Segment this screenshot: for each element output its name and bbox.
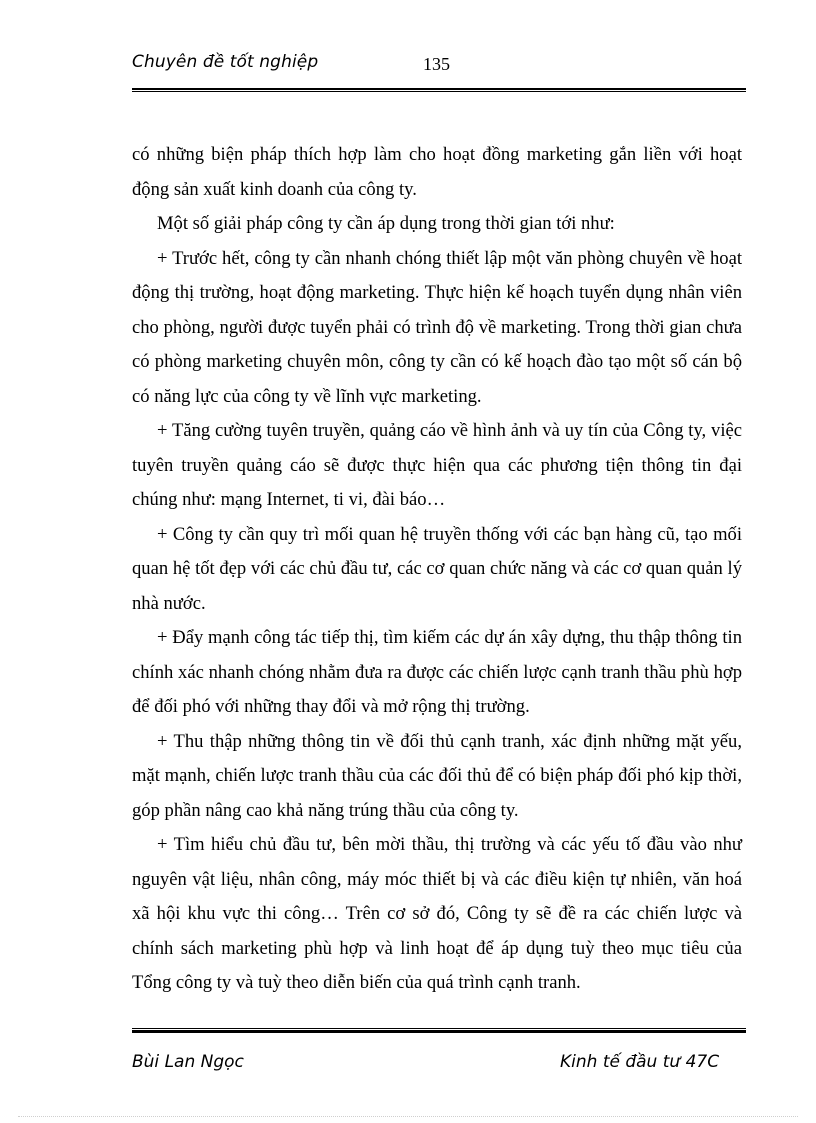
- footer-class: Kinh tế đầu tư 47C: [560, 1052, 720, 1072]
- page-bottom-dotted-line: [18, 1116, 798, 1117]
- paragraph-market-research: + Đẩy mạnh công tác tiếp thị, tìm kiếm các dự án xây dựng, thu thập thông tin chính xác nhanh chóng nhằm đưa ra được các chiến lược cạnh tranh thầu phù hợp để đối phó với những thay đổi và mở rộng thị trường.: [132, 627, 742, 717]
- document-body: [132, 138, 742, 1001]
- paragraph-marketing-office: + Trước hết, công ty cần nhanh chóng thiết lập một văn phòng chuyên về hoạt động thị trường, hoạt động marketing. Thực hiện kế hoạch tuyển dụng nhân viên cho phòng, người được tuyển phải có trình độ về marketing. Trong thời gian chưa có phòng marketing chuyên môn, công ty cần có kế hoạch đào tạo một số cán bộ có năng lực của công ty về lĩnh vực marketing.: [132, 247, 742, 407]
- header-double-rule: [132, 88, 746, 92]
- paragraph-customer-relations: + Công ty cần quy trì mối quan hệ truyền thống với các bạn hàng cũ, tạo mối quan hệ tốt đẹp với các chủ đầu tư, các cơ quan chức năng và các cơ quan quản lý nhà nước.: [132, 523, 742, 614]
- paragraph-competitor-analysis: + Thu thập những thông tin về đối thủ cạnh tranh, xác định những mặt yếu, mặt mạnh, chiến lược tranh thầu của các đối thủ để có biện pháp đối phó kịp thời, góp phần nâng cao khả năng trúng thầu của công ty.: [132, 730, 742, 821]
- footer-author: Bùi Lan Ngọc: [132, 1052, 244, 1072]
- paragraph-solutions-intro: Một số giải pháp công ty cần áp dụng trong thời gian tới như:: [157, 213, 615, 234]
- page-number: 135: [423, 54, 450, 74]
- page-header: [132, 50, 746, 80]
- footer-double-rule: [132, 1028, 746, 1033]
- paragraph-advertising: + Tăng cường tuyên truyền, quảng cáo về hình ảnh và uy tín của Công ty, việc tuyên truyền quảng cáo sẽ được thực hiện qua các phương tiện thông tin đại chúng như: mạng Internet, ti vi, đài báo…: [132, 420, 742, 510]
- paragraph-investor-research: + Tìm hiểu chủ đầu tư, bên mời thầu, thị trường và các yếu tố đầu vào như nguyên vật liệu, nhân công, máy móc thiết bị và các điều kiện tự nhiên, văn hoá xã hội khu vực thi công… Trên cơ sở đó, Công ty sẽ đề ra các chiến lược và chính sách marketing phù hợp và linh hoạt để áp dụng tuỳ theo mục tiêu của Tổng công ty và tuỳ theo diễn biến của quá trình cạnh tranh.: [132, 834, 742, 993]
- paragraph-continuation: có những biện pháp thích hợp làm cho hoạt đồng marketing gắn liền với hoạt động sản xuất kinh doanh của công ty.: [132, 144, 742, 200]
- header-title: Chuyên đề tốt nghiệp: [132, 52, 319, 72]
